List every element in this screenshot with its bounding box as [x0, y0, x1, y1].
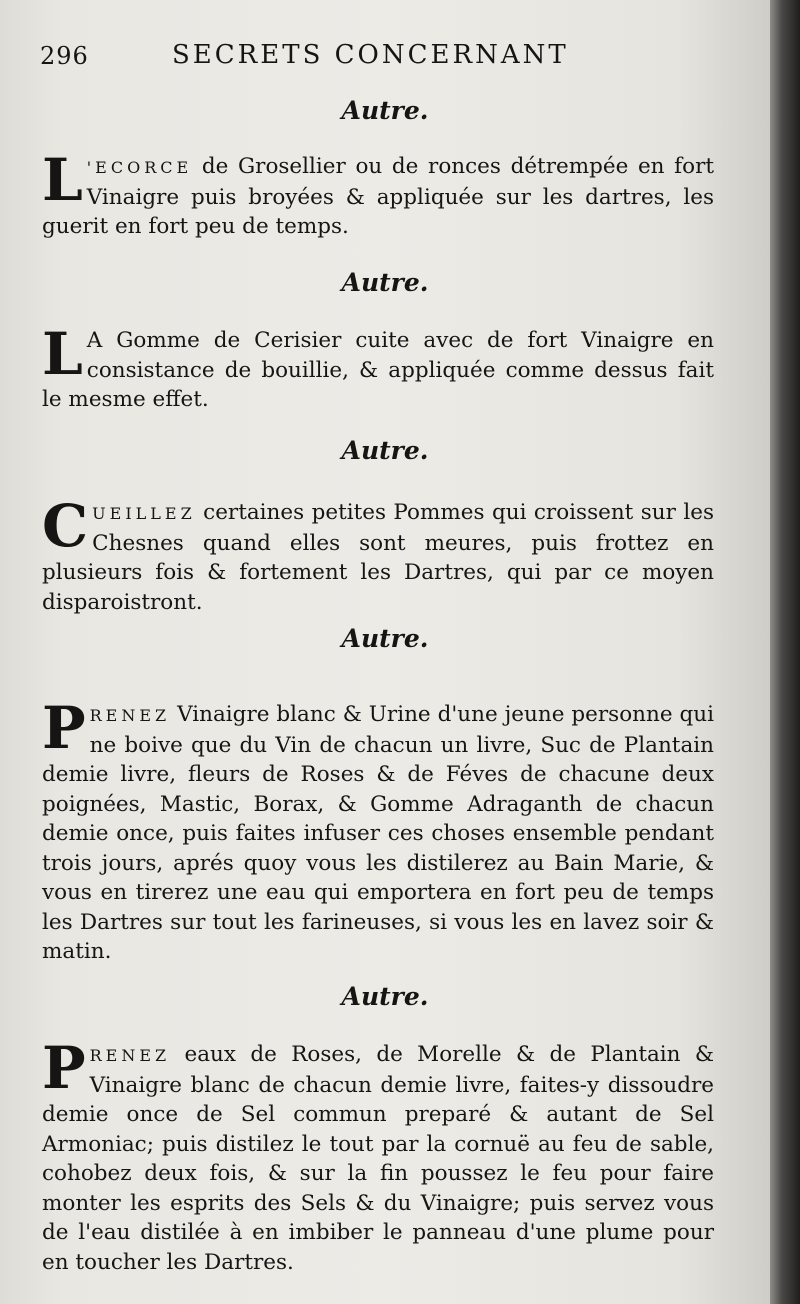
running-head: SECRETS CONCERNANT — [172, 40, 569, 70]
drop-cap: L — [42, 146, 83, 214]
recipe-paragraph — [42, 492, 714, 617]
page-number: 296 — [40, 42, 89, 70]
lead-word: A — [86, 328, 103, 353]
section-title: Autre. — [341, 96, 429, 125]
recipe-paragraph — [42, 320, 714, 415]
paragraph-text: Vinaigre blanc & Urine d'une jeune personne qui ne boive que du Vin de chacun un livre, Suc de Plantain demie livre, fleurs de Roses & de Féves de chacune deux poignées, Mastic, Borax, & Gomme Adraganth de chacun demie once, puis faites infuser ces choses ensemble pendant trois jours, aprés quoy vous les distilerez au Bain Marie, & vous en tirerez une eau qui emportera en fort peu de temps les Dartres sur tout les farineuses, si vous les en lavez soir & matin. — [42, 702, 714, 964]
paragraph-text: certaines petites Pommes qui croissent sur les Chesnes quand elles sont meures, puis frottez en plusieurs fois & fortement les Dartres, qui par ce moyen disparoistront. — [42, 500, 714, 615]
lead-word: UEILLEZ — [92, 504, 196, 523]
paragraph-text: Gomme de Cerisier cuite avec de fort Vinaigre en consistance de bouillie, & appliquée comme dessus fait le mesme effet. — [42, 328, 714, 412]
section-title: Autre. — [341, 982, 429, 1011]
lead-word: 'ECORCE — [86, 158, 193, 177]
lead-word: RENEZ — [89, 706, 171, 725]
section-title: Autre. — [341, 436, 429, 465]
paragraph-text: de Grosellier ou de ronces détrempée en fort Vinaigre puis broyées & appliquée sur les dartres, les guerit en fort peu de temps. — [42, 154, 714, 239]
lead-word: RENEZ — [89, 1046, 171, 1065]
recipe-paragraph — [42, 694, 714, 967]
book-spine-shadow — [770, 0, 800, 1304]
section-title: Autre. — [341, 268, 429, 297]
recipe-paragraph — [42, 146, 714, 242]
drop-cap: P — [42, 694, 86, 762]
drop-cap: P — [42, 1034, 86, 1102]
paragraph-text: eaux de Roses, de Morelle & de Plantain & Vinaigre blanc de chacun demie livre, faites-y dissoudre demie once de Sel commun preparé & autant de Sel Armoniac; puis distilez le tout par la cornuë au feu de sable, cohobez deux fois, & sur la fin poussez le feu pour faire monter les esprits des Sels & du Vinaigre; puis servez vous de l'eau distilée à en imbiber le panneau d'une plume pour en toucher les Dartres. — [42, 1042, 714, 1275]
recipe-paragraph — [42, 1034, 714, 1277]
drop-cap: C — [42, 492, 89, 560]
section-title: Autre. — [341, 624, 429, 653]
drop-cap: L — [42, 320, 83, 388]
page-header — [40, 38, 660, 72]
